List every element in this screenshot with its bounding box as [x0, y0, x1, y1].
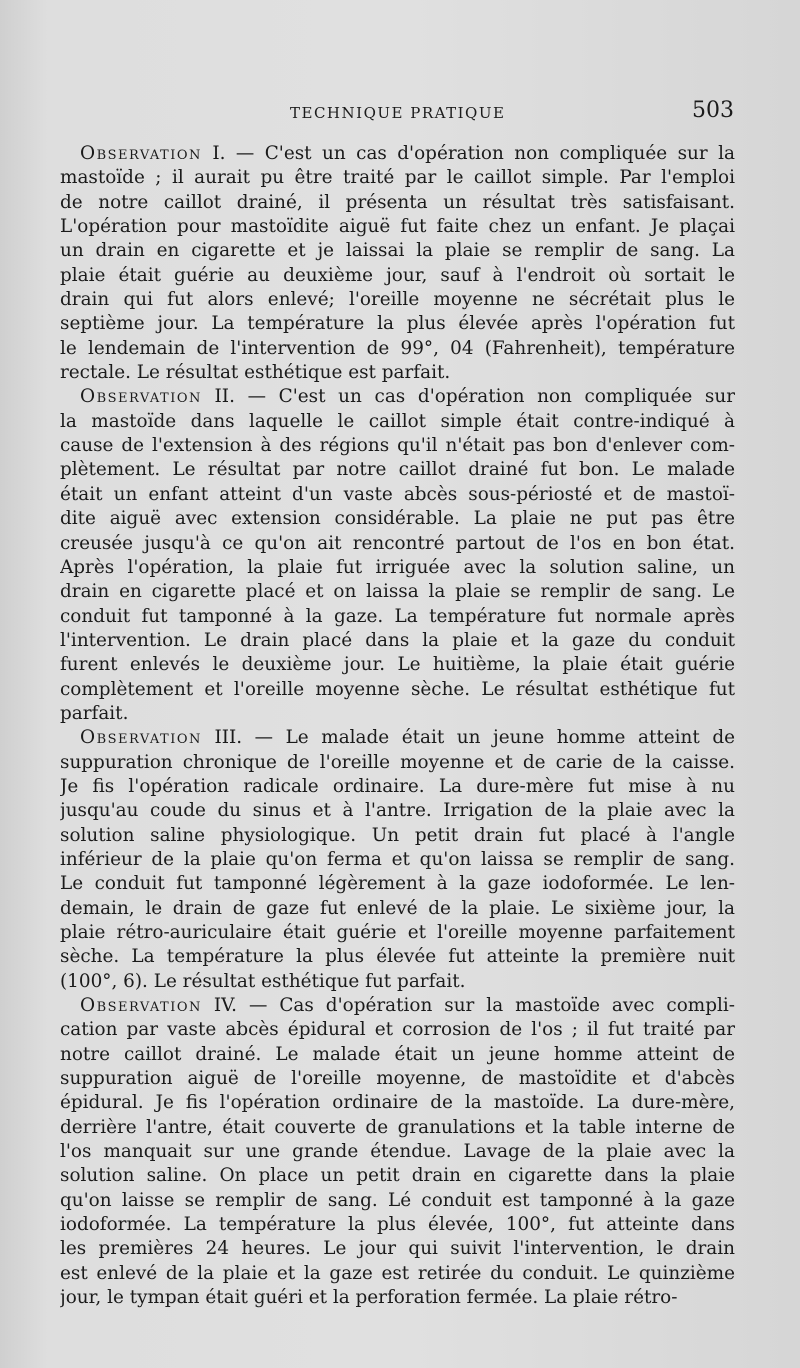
- text-line: inférieur de la plaie qu'on ferma et qu'on laissa se remplir de sang.: [60, 848, 735, 870]
- text-line: jusqu'au coude du sinus et à l'antre. Irrigation de la plaie avec la: [60, 800, 735, 822]
- body-text: [60, 142, 735, 1311]
- text-line: [60, 385, 735, 409]
- line-text: — Cas d'opération sur la mastoïde avec compli-: [237, 995, 735, 1017]
- text-line: suppuration chronique de l'oreille moyenne et de carie de la caisse.: [60, 751, 735, 773]
- text-line: mastoïde ; il aurait pu être traité par le caillot simple. Par l'emploi: [60, 167, 735, 189]
- observation-paragraph: [60, 994, 735, 1310]
- line-text: — Le malade était un jeune homme atteint de: [242, 727, 735, 749]
- text-line: cause de l'extension à des régions qu'il n'était pas bon d'enlever com-: [60, 435, 735, 457]
- observation-paragraph: [60, 385, 735, 726]
- text-line: solution saline. On place un petit drain en cigarette dans la plaie: [60, 1165, 735, 1187]
- text-line: plaie rétro-auriculaire était guérie et l'oreille moyenne parfaitement: [60, 922, 735, 943]
- text-line: le lendemain de l'intervention de 99°, 04 (Fahrenheit), température: [60, 337, 735, 359]
- text-line: sèche. La température la plus élevée fut atteinte la première nuit: [60, 946, 735, 968]
- text-line: Le conduit fut tamponné légèrement à la gaze iodoformée. Le len-: [60, 873, 735, 895]
- text-line: dite aiguë avec extension considérable. La plaie ne put pas être: [60, 508, 735, 530]
- running-title: TECHNIQUE PRATIQUE: [290, 104, 506, 122]
- text-line: l'intervention. Le drain placé dans la plaie et la gaze du conduit: [60, 629, 735, 651]
- observation-numeral: III.: [201, 727, 243, 749]
- running-head: [0, 98, 800, 122]
- text-line: épidural. Je fis l'opération ordinaire de la mastoïde. La dure-mère,: [60, 1092, 735, 1114]
- text-line: suppuration aiguë de l'oreille moyenne, de mastoïdite et d'abcès: [60, 1068, 735, 1090]
- text-line: la mastoïde dans laquelle le caillot simple était contre-indiqué à: [60, 410, 735, 432]
- text-line: un drain en cigarette et je laissai la plaie se remplir de sang. La: [60, 240, 735, 262]
- text-line: l'os manquait sur une grande étendue. Lavage de la plaie avec la: [60, 1141, 735, 1163]
- observation-label: Observation: [80, 727, 202, 749]
- text-line: creusée jusqu'à ce qu'on ait rencontré partout de l'os en bon état.: [60, 532, 735, 554]
- observation-label: Observation: [80, 143, 202, 164]
- page-number: 503: [692, 98, 734, 123]
- observation-numeral: II.: [201, 386, 235, 408]
- text-line: (100°, 6). Le résultat esthétique fut parfait.: [60, 970, 466, 992]
- text-line: plaie était guérie au deuxième jour, sauf à l'endroit où sortait le: [60, 264, 735, 286]
- text-line: [60, 994, 735, 1018]
- text-line: derrière l'antre, était couverte de granulations et la table interne de: [60, 1116, 735, 1138]
- text-line: Je fis l'opération radicale ordinaire. La dure-mère fut mise à nu: [60, 775, 735, 797]
- line-text: — C'est un cas d'opération non compliquée sur: [234, 386, 735, 408]
- text-line: parfait.: [60, 702, 129, 724]
- text-line: jour, le tympan était guéri et la perforation fermée. La plaie rétro-: [60, 1287, 678, 1309]
- text-line: [60, 726, 735, 750]
- text-line: Après l'opération, la plaie fut irriguée avec la solution saline, un: [60, 556, 735, 578]
- text-line: conduit fut tamponné à la gaze. La température fut normale après: [60, 605, 735, 627]
- text-line: est enlevé de la plaie et la gaze est retirée du conduit. Le quinzième: [60, 1262, 735, 1284]
- text-line: rectale. Le résultat esthétique est parfait.: [60, 362, 451, 384]
- text-line: [60, 142, 735, 166]
- text-line: cation par vaste abcès épidural et corrosion de l'os ; il fut traité par: [60, 1019, 735, 1041]
- observation-label: Observation: [80, 386, 202, 408]
- text-line: solution saline physiologique. Un petit drain fut placé à l'angle: [60, 824, 735, 846]
- text-line: furent enlevés le deuxième jour. Le huitième, la plaie était guérie: [60, 654, 735, 676]
- text-line: de notre caillot drainé, il présenta un résultat très satisfaisant.: [60, 191, 735, 213]
- observation-paragraph: [60, 142, 735, 385]
- observation-numeral: IV.: [201, 995, 238, 1017]
- observation-paragraph: [60, 726, 735, 994]
- text-line: drain en cigarette placé et on laissa la plaie se remplir de sang. Le: [60, 581, 735, 603]
- text-line: iodoformée. La température la plus élevée, 100°, fut atteinte dans: [60, 1214, 735, 1236]
- observation-numeral: I.: [201, 143, 226, 164]
- text-line: les premières 24 heures. Le jour qui suivit l'intervention, le drain: [60, 1238, 735, 1260]
- text-line: était un enfant atteint d'un vaste abcès sous-périosté et de mastoï-: [60, 483, 735, 505]
- text-line: plètement. Le résultat par notre caillot drainé fut bon. Le malade: [60, 459, 735, 481]
- text-line: qu'on laisse se remplir de sang. Lé conduit est tamponné à la gaze: [60, 1189, 735, 1211]
- text-line: notre caillot drainé. Le malade était un jeune homme atteint de: [60, 1043, 735, 1065]
- text-line: septième jour. La température la plus élevée après l'opération fut: [60, 313, 735, 335]
- text-line: drain qui fut alors enlevé; l'oreille moyenne ne sécrétait plus le: [60, 289, 735, 311]
- text-line: complètement et l'oreille moyenne sèche. Le résultat esthétique fut: [60, 678, 735, 700]
- text-line: L'opération pour mastoïdite aiguë fut faite chez un enfant. Je plaçai: [60, 216, 735, 238]
- observation-label: Observation: [80, 995, 202, 1017]
- line-text: — C'est un cas d'opération non compliquée sur la: [225, 143, 735, 164]
- text-line: demain, le drain de gaze fut enlevé de la plaie. Le sixième jour, la: [60, 897, 735, 919]
